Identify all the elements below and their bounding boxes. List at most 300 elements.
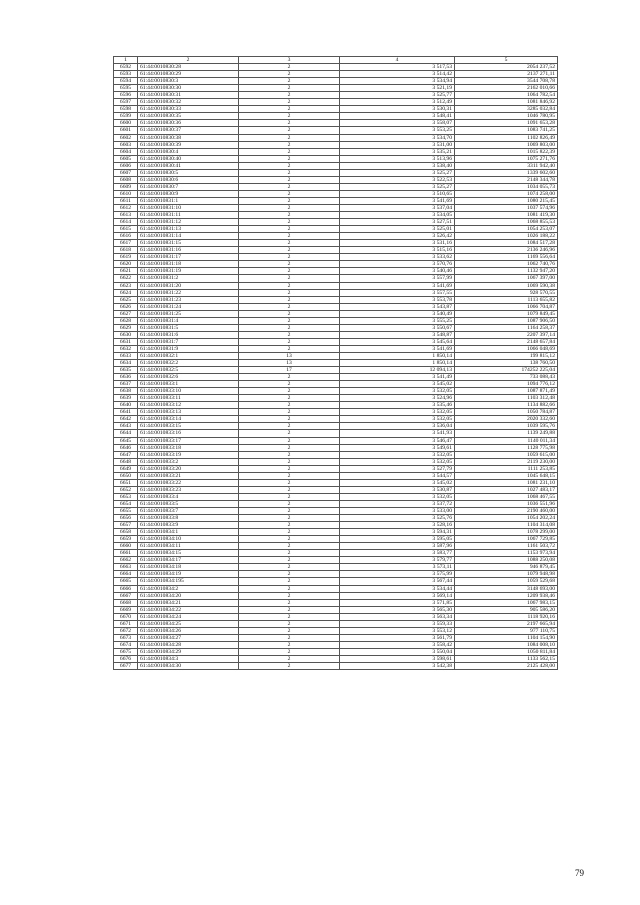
cadastral-number-cell: 61:44:0010833:4 — [138, 493, 239, 500]
category-code-cell: 2 — [239, 268, 340, 275]
row-number-cell: 6662 — [114, 557, 138, 564]
table-row — [114, 240, 558, 247]
cadastral-number-cell: 61:44:0010833:10 — [138, 388, 239, 395]
cadastral-value-cell: 1081 846,92 — [455, 99, 558, 106]
row-number-cell: 6653 — [114, 493, 138, 500]
row-number-cell: 6598 — [114, 106, 138, 113]
row-number-cell: 6617 — [114, 240, 138, 247]
category-code-cell: 2 — [239, 113, 340, 120]
category-code-cell: 2 — [239, 212, 340, 219]
row-number-cell: 6593 — [114, 71, 138, 78]
table-row — [114, 465, 558, 472]
row-number-cell: 6607 — [114, 169, 138, 176]
category-code-cell: 2 — [239, 543, 340, 550]
category-code-cell: 2 — [239, 627, 340, 634]
table-row — [114, 197, 558, 204]
table-row — [114, 99, 558, 106]
cadastral-value-cell: 1140 011,34 — [455, 437, 558, 444]
table-row — [114, 219, 558, 226]
row-number-cell: 6623 — [114, 282, 138, 289]
category-code-cell: 2 — [239, 190, 340, 197]
cadastral-value-cell: 1083 741,25 — [455, 127, 558, 134]
category-code-cell: 2 — [239, 204, 340, 211]
cadastral-value-cell: 1067 397,00 — [455, 275, 558, 282]
area-cell: 3 565,30 — [340, 606, 455, 613]
table-row — [114, 212, 558, 219]
area-cell: 3 558,07 — [340, 120, 455, 127]
cadastral-value-cell: 1103 312,48 — [455, 395, 558, 402]
table-row — [114, 275, 558, 282]
cadastral-value-cell: 1084 008,10 — [455, 641, 558, 648]
table-row — [114, 500, 558, 507]
row-number-cell: 6632 — [114, 345, 138, 352]
table-row — [114, 451, 558, 458]
row-number-cell: 6654 — [114, 500, 138, 507]
area-cell: 3 573,11 — [340, 564, 455, 571]
table-header — [114, 57, 558, 64]
cadastral-number-cell: 61:44:0010834:18 — [138, 564, 239, 571]
category-code-cell: 2 — [239, 106, 340, 113]
row-number-cell: 6637 — [114, 381, 138, 388]
cadastral-value-cell: 1069 803,00 — [455, 141, 558, 148]
cadastral-value-cell: 1054 202,24 — [455, 515, 558, 522]
table-row — [114, 120, 558, 127]
row-number-cell: 6671 — [114, 620, 138, 627]
cadastral-value-cell: 1084 517,28 — [455, 240, 558, 247]
cadastral-number-cell: 61:44:0010834:21 — [138, 599, 239, 606]
row-number-cell: 6659 — [114, 536, 138, 543]
row-number-cell: 6611 — [114, 197, 138, 204]
area-cell: 3 561,79 — [340, 634, 455, 641]
area-cell: 3 534,05 — [340, 212, 455, 219]
cadastral-value-cell: 3544 708,78 — [455, 78, 558, 85]
area-cell: 3 525,77 — [340, 92, 455, 99]
cadastral-value-cell: 2054 237,52 — [455, 64, 558, 71]
area-cell: 3 579,77 — [340, 557, 455, 564]
area-cell: 3 548,41 — [340, 113, 455, 120]
area-cell: 3 595,05 — [340, 536, 455, 543]
category-code-cell: 2 — [239, 585, 340, 592]
cadastral-value-cell: 2136 246,96 — [455, 247, 558, 254]
cadastral-value-cell: 946 879,45 — [455, 564, 558, 571]
area-cell: 3 531,16 — [340, 240, 455, 247]
row-number-cell: 6655 — [114, 508, 138, 515]
cadastral-number-cell: 61:44:0010834:28 — [138, 641, 239, 648]
category-code-cell: 2 — [239, 148, 340, 155]
category-code-cell: 2 — [239, 247, 340, 254]
area-cell: 3 569,14 — [340, 592, 455, 599]
table-row — [114, 374, 558, 381]
category-code-cell: 2 — [239, 197, 340, 204]
cadastral-value-cell: 1046 780,95 — [455, 113, 558, 120]
area-cell: 3 521,19 — [340, 85, 455, 92]
table-row — [114, 648, 558, 655]
row-number-cell: 6643 — [114, 423, 138, 430]
cadastral-number-cell: 61:44:0010831:15 — [138, 240, 239, 247]
row-number-cell: 6651 — [114, 479, 138, 486]
table-row — [114, 550, 558, 557]
cadastral-value-cell: 2162 010,66 — [455, 85, 558, 92]
category-code-cell: 2 — [239, 317, 340, 324]
table-row — [114, 613, 558, 620]
area-cell: 3 533,62 — [340, 254, 455, 261]
cadastral-value-cell: 1088 250,08 — [455, 557, 558, 564]
category-code-cell: 2 — [239, 663, 340, 670]
area-cell: 3 598,61 — [340, 655, 455, 662]
area-cell: 3 555,25 — [340, 317, 455, 324]
area-cell: 1 850,14 — [340, 360, 455, 367]
row-number-cell: 6618 — [114, 247, 138, 254]
cadastral-number-cell: 61:44:0010831:16 — [138, 247, 239, 254]
cadastral-value-cell: 3148 693,00 — [455, 585, 558, 592]
category-code-cell: 2 — [239, 331, 340, 338]
cadastral-number-cell: 61:44:0010831:25 — [138, 310, 239, 317]
row-number-cell: 6625 — [114, 296, 138, 303]
cadastral-number-cell: 61:44:0010830:6 — [138, 176, 239, 183]
table-row — [114, 543, 558, 550]
category-code-cell: 2 — [239, 303, 340, 310]
category-code-cell: 2 — [239, 522, 340, 529]
header-cell-3: 3 — [239, 57, 340, 64]
category-code-cell: 2 — [239, 99, 340, 106]
table-row — [114, 395, 558, 402]
cadastral-number-cell: 61:44:0010830:41 — [138, 162, 239, 169]
cadastral-number-cell: 61:44:0010834:26 — [138, 627, 239, 634]
cadastral-value-cell: 1111 253,85 — [455, 465, 558, 472]
cadastral-number-cell: 61:44:0010832:2 — [138, 360, 239, 367]
cadastral-number-cell: 61:44:0010830:37 — [138, 127, 239, 134]
table-row — [114, 381, 558, 388]
cadastral-number-cell: 61:44:0010831:7 — [138, 338, 239, 345]
cadastral-number-cell: 61:44:0010833:1 — [138, 381, 239, 388]
table-row — [114, 127, 558, 134]
cadastral-number-cell: 61:44:0010830:4 — [138, 148, 239, 155]
category-code-cell: 2 — [239, 536, 340, 543]
table-row — [114, 472, 558, 479]
page-number: 79 — [575, 868, 584, 878]
cadastral-value-cell: 977 110,75 — [455, 627, 558, 634]
table-row — [114, 352, 558, 359]
row-number-cell: 6624 — [114, 289, 138, 296]
table-row — [114, 155, 558, 162]
cadastral-number-cell: 61:44:0010830:36 — [138, 120, 239, 127]
table-row — [114, 578, 558, 585]
row-number-cell: 6644 — [114, 430, 138, 437]
cadastral-value-cell: 3311 942,40 — [455, 162, 558, 169]
area-cell: 3 570,76 — [340, 261, 455, 268]
area-cell: 3 557,55 — [340, 289, 455, 296]
area-cell: 3 525,27 — [340, 169, 455, 176]
table-row — [114, 479, 558, 486]
row-number-cell: 6621 — [114, 268, 138, 275]
row-number-cell: 6646 — [114, 444, 138, 451]
table-row — [114, 113, 558, 120]
table-row — [114, 493, 558, 500]
category-code-cell: 2 — [239, 324, 340, 331]
row-number-cell: 6642 — [114, 416, 138, 423]
cadastral-number-cell: 61:44:0010831:1 — [138, 197, 239, 204]
row-number-cell: 6610 — [114, 190, 138, 197]
category-code-cell: 2 — [239, 64, 340, 71]
table-row — [114, 416, 558, 423]
row-number-cell: 6600 — [114, 120, 138, 127]
row-number-cell: 6629 — [114, 324, 138, 331]
table-row — [114, 310, 558, 317]
cadastral-number-cell: 61:44:0010834:15 — [138, 550, 239, 557]
table-row — [114, 486, 558, 493]
table-row — [114, 233, 558, 240]
cadastral-number-cell: 61:44:0010834:2 — [138, 585, 239, 592]
cadastral-number-cell: 61:44:0010834:27 — [138, 634, 239, 641]
category-code-cell: 2 — [239, 120, 340, 127]
cadastral-number-cell: 61:44:0010831:6 — [138, 331, 239, 338]
table-row — [114, 430, 558, 437]
cadastral-number-cell: 61:44:0010833:20 — [138, 465, 239, 472]
row-number-cell: 6640 — [114, 402, 138, 409]
table-row — [114, 529, 558, 536]
category-code-cell: 2 — [239, 430, 340, 437]
area-cell: 3 524,96 — [340, 395, 455, 402]
area-cell: 3 548,87 — [340, 331, 455, 338]
category-code-cell: 2 — [239, 458, 340, 465]
row-number-cell: 6613 — [114, 212, 138, 219]
row-number-cell: 6620 — [114, 261, 138, 268]
cadastral-number-cell: 61:44:0010834:1 — [138, 529, 239, 536]
area-cell: 3 535,46 — [340, 402, 455, 409]
row-number-cell: 6664 — [114, 571, 138, 578]
row-number-cell: 6675 — [114, 648, 138, 655]
table-row — [114, 571, 558, 578]
category-code-cell: 2 — [239, 134, 340, 141]
area-cell: 3 587,96 — [340, 543, 455, 550]
area-cell: 3 545,02 — [340, 381, 455, 388]
row-number-cell: 6639 — [114, 395, 138, 402]
area-cell: 3 525,76 — [340, 515, 455, 522]
area-cell: 3 532,05 — [340, 451, 455, 458]
table-row — [114, 536, 558, 543]
cadastral-number-cell: 61:44:0010831:11 — [138, 212, 239, 219]
category-code-cell: 17 — [239, 367, 340, 374]
cadastral-number-cell: 61:44:0010830:40 — [138, 155, 239, 162]
area-cell: 3 532,05 — [340, 388, 455, 395]
cadastral-value-cell: 2125 428,00 — [455, 663, 558, 670]
table-row — [114, 78, 558, 85]
table-row — [114, 641, 558, 648]
cadastral-number-cell: 61:44:0010833:13 — [138, 409, 239, 416]
table-row — [114, 162, 558, 169]
row-number-cell: 6622 — [114, 275, 138, 282]
row-number-cell: 6670 — [114, 613, 138, 620]
cadastral-number-cell: 61:44:0010831:23 — [138, 296, 239, 303]
area-cell: 3 557,99 — [340, 275, 455, 282]
category-code-cell: 2 — [239, 571, 340, 578]
cadastral-value-cell: 1074 258,00 — [455, 190, 558, 197]
table-row — [114, 345, 558, 352]
cadastral-value-cell: 1132 947,20 — [455, 268, 558, 275]
cadastral-value-cell: 1153 973,94 — [455, 550, 558, 557]
row-number-cell: 6595 — [114, 85, 138, 92]
cadastral-number-cell: 61:44:0010833:2 — [138, 458, 239, 465]
area-cell: 3 550,04 — [340, 648, 455, 655]
cadastral-value-cell: 3285 032,84 — [455, 106, 558, 113]
table-row — [114, 190, 558, 197]
category-code-cell: 2 — [239, 240, 340, 247]
cadastral-number-cell: 61:44:0010830:35 — [138, 113, 239, 120]
row-number-cell: 6633 — [114, 352, 138, 359]
area-cell: 3 594,31 — [340, 529, 455, 536]
cadastral-value-cell: 1068 467,55 — [455, 493, 558, 500]
table-row — [114, 402, 558, 409]
row-number-cell: 6661 — [114, 550, 138, 557]
category-code-cell: 2 — [239, 338, 340, 345]
table-row — [114, 289, 558, 296]
area-cell: 3 525,01 — [340, 226, 455, 233]
table-row — [114, 169, 558, 176]
row-number-cell: 6606 — [114, 162, 138, 169]
area-cell: 3 553,25 — [340, 127, 455, 134]
category-code-cell: 2 — [239, 388, 340, 395]
cadastral-number-cell: 61:44:0010831:5 — [138, 324, 239, 331]
cadastral-value-cell: 1339 602,60 — [455, 169, 558, 176]
category-code-cell: 2 — [239, 155, 340, 162]
category-code-cell: 2 — [239, 423, 340, 430]
table-row — [114, 85, 558, 92]
area-cell: 3 559,33 — [340, 620, 455, 627]
cadastral-value-cell: 1054 253,07 — [455, 226, 558, 233]
row-number-cell: 6604 — [114, 148, 138, 155]
row-number-cell: 6669 — [114, 606, 138, 613]
cadastral-number-cell: 61:44:0010834:25 — [138, 620, 239, 627]
area-cell: 3 542,38 — [340, 663, 455, 670]
cadastral-value-cell: 2148 657,84 — [455, 338, 558, 345]
area-cell: 3 533,00 — [340, 508, 455, 515]
table-row — [114, 183, 558, 190]
area-cell: 3 510,65 — [340, 190, 455, 197]
cadastral-number-cell: 61:44:0010830:28 — [138, 64, 239, 71]
cadastral-value-cell: 1081 231,10 — [455, 479, 558, 486]
category-code-cell: 2 — [239, 592, 340, 599]
cadastral-value-cell: 2190 460,00 — [455, 508, 558, 515]
area-cell: 3 537,04 — [340, 204, 455, 211]
category-code-cell: 2 — [239, 648, 340, 655]
area-cell: 3 531,00 — [340, 141, 455, 148]
row-number-cell: 6658 — [114, 529, 138, 536]
cadastral-value-cell: 1134 882,66 — [455, 402, 558, 409]
category-code-cell: 2 — [239, 296, 340, 303]
cadastral-value-cell: 1169 556,64 — [455, 254, 558, 261]
row-number-cell: 6615 — [114, 226, 138, 233]
area-cell: 3 514,42 — [340, 71, 455, 78]
table-row — [114, 409, 558, 416]
table-row — [114, 627, 558, 634]
cadastral-value-cell: 2148 344,78 — [455, 176, 558, 183]
category-code-cell: 2 — [239, 634, 340, 641]
category-code-cell: 2 — [239, 486, 340, 493]
cadastral-number-cell: 61:44:0010830:29 — [138, 71, 239, 78]
cadastral-value-cell: 1209 938,46 — [455, 592, 558, 599]
area-cell: 3 543,87 — [340, 303, 455, 310]
cadastral-value-cell: 2020 332,60 — [455, 416, 558, 423]
cadastral-value-cell: 1059 615,00 — [455, 451, 558, 458]
header-cell-4: 4 — [340, 57, 455, 64]
cadastral-number-cell: 61:44:0010834:22 — [138, 606, 239, 613]
table-row — [114, 148, 558, 155]
category-code-cell: 2 — [239, 500, 340, 507]
row-number-cell: 6592 — [114, 64, 138, 71]
row-number-cell: 6605 — [114, 155, 138, 162]
area-cell: 3 540,46 — [340, 268, 455, 275]
row-number-cell: 6638 — [114, 388, 138, 395]
table-row — [114, 585, 558, 592]
cadastral-value-cell: 1036 551,96 — [455, 500, 558, 507]
header-cell-2: 2 — [138, 57, 239, 64]
cadastral-number-cell: 61:44:0010833:15 — [138, 423, 239, 430]
category-code-cell: 2 — [239, 437, 340, 444]
table-row — [114, 508, 558, 515]
cadastral-value-cell: 1118 920,16 — [455, 613, 558, 620]
cadastral-number-cell: 61:44:0010834:195 — [138, 578, 239, 585]
table-row — [114, 606, 558, 613]
cadastral-value-cell: 1067 729,85 — [455, 536, 558, 543]
cadastral-number-cell: 61:44:0010830:7 — [138, 183, 239, 190]
cadastral-number-cell: 61:44:0010833:17 — [138, 437, 239, 444]
cadastral-value-cell: 1104 154,90 — [455, 634, 558, 641]
row-number-cell: 6619 — [114, 254, 138, 261]
cadastral-number-cell: 61:44:0010834:20 — [138, 592, 239, 599]
cadastral-value-cell: 2207 397,14 — [455, 331, 558, 338]
row-number-cell: 6650 — [114, 472, 138, 479]
table-row — [114, 564, 558, 571]
table-row — [114, 317, 558, 324]
cadastral-value-cell: 1128 775,98 — [455, 444, 558, 451]
cadastral-number-cell: 61:44:0010832:1 — [138, 352, 239, 359]
table-row — [114, 324, 558, 331]
category-code-cell: 2 — [239, 289, 340, 296]
area-cell: 3 534,44 — [340, 585, 455, 592]
cadastral-value-cell: 733 088,43 — [455, 374, 558, 381]
category-code-cell: 2 — [239, 85, 340, 92]
area-cell: 3 541,69 — [340, 345, 455, 352]
cadastral-value-cell: 1068 855,53 — [455, 219, 558, 226]
cadastral-number-cell: 61:44:0010834:3 — [138, 655, 239, 662]
row-number-cell: 6614 — [114, 219, 138, 226]
area-cell: 3 526,42 — [340, 233, 455, 240]
cadastral-value-cell: 1133 562,15 — [455, 655, 558, 662]
row-number-cell: 6603 — [114, 141, 138, 148]
table-row — [114, 557, 558, 564]
row-number-cell: 6631 — [114, 338, 138, 345]
header-row — [114, 57, 558, 64]
cadastral-value-cell: 1067 983,15 — [455, 599, 558, 606]
row-number-cell: 6626 — [114, 303, 138, 310]
area-cell: 3 558,42 — [340, 641, 455, 648]
cadastral-value-cell: 1081 419,30 — [455, 212, 558, 219]
cadastral-value-cell: 1161 503,72 — [455, 543, 558, 550]
table-body — [114, 64, 558, 670]
cadastral-value-cell: 138 760,50 — [455, 360, 558, 367]
cadastral-number-cell: 61:44:0010830:30 — [138, 85, 239, 92]
area-cell: 3 527,51 — [340, 219, 455, 226]
row-number-cell: 6636 — [114, 374, 138, 381]
cadastral-value-cell: 905 586,20 — [455, 606, 558, 613]
cadastral-value-cell: 1079 948,98 — [455, 571, 558, 578]
area-cell: 3 532,05 — [340, 409, 455, 416]
cadastral-number-cell: 61:44:0010832:6 — [138, 374, 239, 381]
row-number-cell: 6594 — [114, 78, 138, 85]
row-number-cell: 6599 — [114, 113, 138, 120]
table-row — [114, 268, 558, 275]
area-cell: 12 094,13 — [340, 367, 455, 374]
